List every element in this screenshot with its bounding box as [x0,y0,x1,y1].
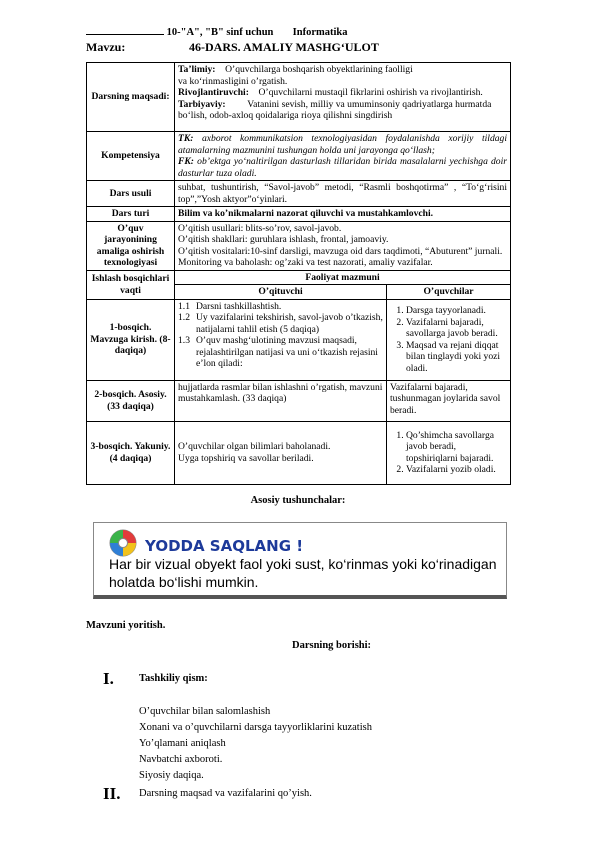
topic-line [86,40,506,55]
stages-label: Ishlash bosqichlari vaqti [87,270,175,299]
goals-cell [175,63,511,132]
name-blank [86,25,164,35]
stage1-s3: 3. Maqsad va rejani diqqat bilan tinglaydi yoki yozi oladi. [406,340,507,375]
goal-cont-1: va ko‘rinmasligini o’rgatish. [178,75,288,87]
competence-row [87,132,511,181]
header-line [86,25,347,38]
section1-list [139,704,372,784]
tech-line-4: Monitoring va baholash: og’zaki va test nazorati, amaliy vazifalar. [178,257,433,268]
banner-text: Har bir vizual obyekt faol yoki sust, ko‘rinmas yoki ko‘rinadigan holatda bo‘lishi mumkin. [109,556,497,591]
stage3-t2: Uyga topshiriq va savollar beriladi. [178,452,314,464]
section1-num: I. [103,669,114,688]
goals-row [87,63,511,132]
method-label: Dars usuli [87,181,175,207]
stage1-row [87,299,511,380]
method-row [87,181,511,207]
section2-title: Darsning maqsad va vazifalarini qo’yish. [139,788,312,799]
method-value: suhbat, tushuntirish, “Savol-javob” metodi, “Rasmli boshqotirma” , “To‘g‘risini top”,”Yosh aktyor”o‘yinlari. [175,181,511,207]
tech-label: O’quv jarayonining amaliga oshirish texnologiyasi [87,221,175,270]
type-label: Dars turi [87,207,175,222]
tech-line-3: O’qitish vositalari:10-sinf darsligi, mavzuga oid dars taqdimoti, “Abuturent” jurnali. [178,245,503,257]
stage3-label: 3-bosqich. Yakuniy. (4 daqiqa) [87,421,175,484]
course-heading: Darsning borishi: [292,640,372,651]
section1-item: O’quvchilar bilan salomlashish [139,706,271,717]
tech-line-1: O’qitish usullari: blits-so’rov, savol-javob. [178,222,342,234]
goal-val-2: O’quvchilarni mustaqil fikrlarini oshirish va rivojlantirish. [258,87,483,98]
competence-cell [175,132,511,181]
tk-key: TK: [178,133,194,144]
type-row [87,207,511,222]
section1-item: Yo’qlamani aniqlash [139,738,226,749]
lesson-plan-table [86,62,511,485]
section1-item: Navbatchi axboroti. [139,754,223,765]
section1-item: Siyosiy daqiqa. [139,770,204,781]
stage1-t1: Darsni tashkillashtish. [196,300,282,312]
tk-val: axborot kommunikatsion texnologiyasidan foydalanishda xorijiy tildagi atamalarning mazmunini tushungan holda uni jarayonga qo‘llash; [178,133,508,156]
tech-line-2: O’qitish shakllari: guruhlara ishlash, frontal, jamoaviy. [178,234,389,245]
goal-key-1: Ta’limiy: [178,64,216,75]
class-text: 10-"A", "B" sinf uchun [166,27,274,38]
cd-icon [108,528,138,558]
goals-label: Darsning maqsadi: [87,63,175,132]
section1-item: Xonani va o’quvchilarni darsga tayyorliklarini kuzatish [139,722,372,733]
tech-row [87,221,511,270]
stage3-s1: 1. Qo’shimcha savollarga javob beradi, topshiriqlarni bajaradi. [406,430,507,465]
section2-num: II. [103,784,121,803]
competence-label: Kompetensiya [87,132,175,181]
stage3-row [87,421,511,484]
teacher-head: O’qituvchi [175,285,387,300]
stage2-row [87,380,511,421]
topic-label: Mavzu: [86,40,126,54]
stage1-label: 1-bosqich. Mavzuga kirish. (8-daqiqa) [87,299,175,380]
goal-val-3: Vatanini sevish, milliy va umuminsoniy qadriyatlarga hurmatda bo‘lish, odob-axloq qoidalariga rioya qilishni singdirish [178,98,492,121]
fk-val: ob’ektga yo‘naltirilgan dasturlash tillaridan birida masalalarni yechishga doir dasturlar tuza oladi. [178,156,508,179]
stage3-student [387,421,511,484]
topic-explain: Mavzuni yoritish. [86,620,166,631]
goal-key-2: Rivojlantiruvchi: [178,87,249,98]
type-value: Bilim va ko’nikmalarni nazorat qiluvchi va mustahkamlovchi. [175,207,511,222]
stage3-s2: 2. Vazifalarni yozib oladi. [406,464,507,476]
key-concepts-heading: Asosiy tushunchalar: [250,495,346,506]
section1-title: Tashkiliy qism: [139,673,208,684]
stage3-t1: O’quvchilar olgan bilimlari baholanadi. [178,441,331,452]
subject: Informatika [292,27,348,38]
stages-head-row [87,270,511,285]
fk-key: FK: [178,156,194,167]
goal-val-1: O’quvchilarga boshqarish obyektlarining faolligi [225,64,413,75]
goal-key-3: Tarbiyaviy: [178,98,226,110]
stage2-student: Vazifalarni bajaradi, tushunmagan joylarida savol beradi. [387,380,511,421]
stage1-s2: 2. Vazifalarni bajaradi, savollarga javob beradi. [406,317,507,340]
stage1-t3: O’quv mashg‘ulotining mavzusi maqsadi, rejalashtirilgan natijasi va uni o‘tkazish rejasini e’lon qiladi: [196,335,378,369]
stage1-teacher: 1.1 Darsni tashkillashtish. 1.2 Uy vazifalarini tekshirish, savol-javob o’tkazish, natijalarni tahlil etish (5 daqiqa) 1.3 O’quv mashg‘ulotining mavzusi maqsadi, rejalashtirilgan natijasi va uni o‘tkazish rejasini e’lon qiladi: [175,299,387,380]
stage1-s1: 1. Darsga tayyorlanadi. [406,305,507,317]
banner-title: YODDA SAQLANG ! [145,537,304,555]
student-head: O’quvchilar [387,285,511,300]
stage1-student [387,299,511,380]
lesson-title: 46-DARS. AMALIY MASHG‘ULOT [189,40,379,54]
tech-cell [175,221,511,270]
stage2-teacher: hujjatlarda rasmlar bilan ishlashni o’rgatish, mavzuni mustahkamlash. (33 daqiqa) [175,380,387,421]
stage3-teacher [175,421,387,484]
stage2-label: 2-bosqich. Asosiy. (33 daqiqa) [87,380,175,421]
stage1-t2: Uy vazifalarini tekshirish, savol-javob o’tkazish, natijalarni tahlil etish (5 daqiqa) [196,312,383,335]
activity-head: Faoliyat mazmuni [175,270,511,285]
